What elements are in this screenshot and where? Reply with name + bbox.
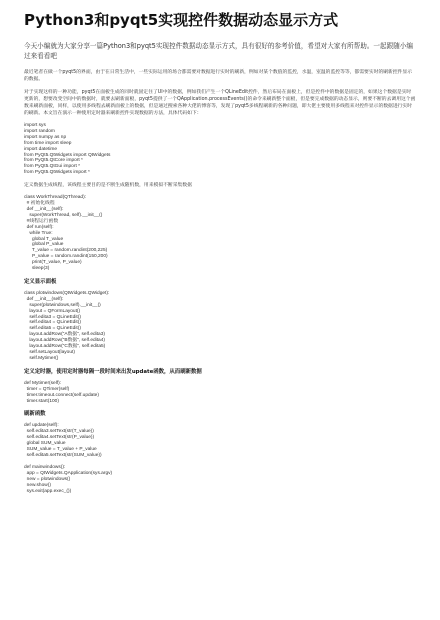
code-line: global SUM_value — [24, 441, 66, 447]
code-line: class WorkThread(QThread): — [24, 195, 87, 201]
code-line: self.edita3 = QLineEdit() — [24, 314, 81, 320]
code-line: self.setLayout(layout) — [24, 350, 75, 355]
code-line: super(plotwindows,self).__init__() — [24, 302, 101, 308]
code-line: while True: — [24, 230, 53, 236]
code-line: layout.addRow("A数据", self.edita3) — [24, 332, 105, 338]
code-line: def Mytimer(self): — [24, 380, 62, 386]
note-thread: 定义数据生成线程，该线程主要目的是不断生成随机数，用来模拟不断采集数据 — [24, 183, 192, 189]
code-line: def __init__(self): — [24, 206, 64, 212]
code-line: super(WorkThread, self).__init__() — [24, 212, 103, 218]
code-line: sleep(3) — [24, 266, 50, 272]
code-line: import sys — [24, 123, 46, 128]
code-line: layout = QFormLayout() — [24, 308, 81, 314]
section-heading-timer: 定义定时器，使用定时器每隔一段时间来出发update函数，从而刷新数据 — [24, 368, 202, 375]
code-line: from PyQt5.QtWidgets import QtWidgets — [24, 152, 111, 158]
code-line: import datetime — [24, 146, 58, 152]
code-line: def mainwindows(): — [24, 464, 66, 470]
code-block-timer — [24, 381, 416, 405]
code-line: self.edita4 = QLineEdit() — [24, 320, 81, 326]
code-line: timer = QTimer(self) — [24, 386, 70, 392]
code-line: self.Mytimer() — [24, 355, 59, 361]
code-line: new.show() — [24, 482, 51, 488]
code-line: global P_value — [24, 242, 64, 248]
code-block-main — [24, 465, 416, 495]
code-line: from PyQt5.QtGui import * — [24, 164, 80, 170]
code-line: from PyQt5.QtCore import * — [24, 158, 83, 164]
intro-paragraph: 今天小编就为大家分享一篇Python3和pyqt5实现控件数据动态显示方式，具有很好的参考价值，希望对大家有所帮助。一起跟随小编过来看看吧 — [24, 42, 413, 60]
page-title: Python3和pyqt5实现控件数据动态显示方式 — [24, 11, 339, 29]
code-line: from time import sleep — [24, 140, 72, 146]
code-line: app = QtWidgets.QApplication(sys.argv) — [24, 470, 113, 476]
code-line: self.edita5 = QLineEdit() — [24, 326, 81, 332]
code-line: P_value = random.randint(150,200) — [24, 254, 108, 260]
code-line: def update(self): — [24, 423, 59, 429]
code-line: print(T_value, P_value) — [24, 260, 82, 266]
paragraph-2: 对于实现这样的一种功能，pyqt5在面板生成的同时就固定住了UI中的数据，例如我们产生一个QLineEdit控件，然后布局在面板上，但是控件中的数据是固定的，如果这个数据是实时更新的，想要改变空间中的数据时，就要去刷新面板，pyqt5提供了一个QApplication.processEvents()的命令来刷新整个面板，但是要完成数据的动态显示，则要不断的去调用这个函数来刷新面板，同样，以使用多线程去刷新面板上的数据，但是通过搜索各种大佬的博客等，发现了pyqt5多线程刷新的各种问题，即大佬主要使用多线程来对控件显示的数据进行实时的刷新。本文旨在演示一种使用定时器来刷新控件实现数据的方法，具体代码如下： — [24, 90, 416, 116]
section-heading-refresh: 刷新函数 — [24, 411, 46, 418]
code-line: def __init__(self): — [24, 296, 64, 302]
code-block-thread — [24, 195, 416, 272]
section-heading-panel: 定义显示面板 — [24, 278, 57, 285]
code-line: self.edita3.setText(str(T_value)) — [24, 429, 94, 435]
code-line: SUM_value = T_value + P_value — [24, 447, 97, 453]
code-line: from PyQt5.QtWidgets import * — [24, 170, 90, 176]
document-content — [24, 10, 416, 500]
code-line: import numpy as np — [24, 134, 67, 140]
code-line: self.edita4.setText(str(P_value)) — [24, 435, 95, 441]
code-line: # 初始化线程 — [24, 201, 55, 207]
code-line: layout.addRow("B数据", self.edita4) — [24, 338, 105, 344]
code-line: timer.start(100) — [24, 398, 59, 404]
code-line: #线程运行函数 — [24, 218, 59, 224]
code-line: timer.timeout.connect(self.update) — [24, 392, 99, 398]
code-line: def run(self): — [24, 224, 54, 230]
code-block-panel — [24, 291, 416, 362]
code-line: import random — [24, 128, 55, 134]
code-line: new = plotwindows() — [24, 476, 71, 482]
code-line: T_value = random.randint(200,225) — [24, 248, 108, 254]
code-line: self.edita5.setText(str(SUM_value)) — [24, 452, 102, 458]
code-block-imports — [24, 123, 416, 176]
code-line: global T_value — [24, 236, 64, 242]
code-line: layout.addRow("C数据", self.edita5) — [24, 344, 106, 350]
code-block-refresh — [24, 423, 416, 458]
code-line: class plotwindows(QtWidgets.QWidget): — [24, 290, 110, 296]
code-line: sys.exit(app.exec_()) — [24, 488, 72, 494]
paragraph-1: 最近笔者在做一个pyqt5的界面，由于在日常生活中，一些实际运用的场合都需要对数据进行实时的刷新，例如对某个数值的监控，水温，室温的监控等等，都需要实时的刷新控件显示的数据。 — [24, 70, 413, 82]
